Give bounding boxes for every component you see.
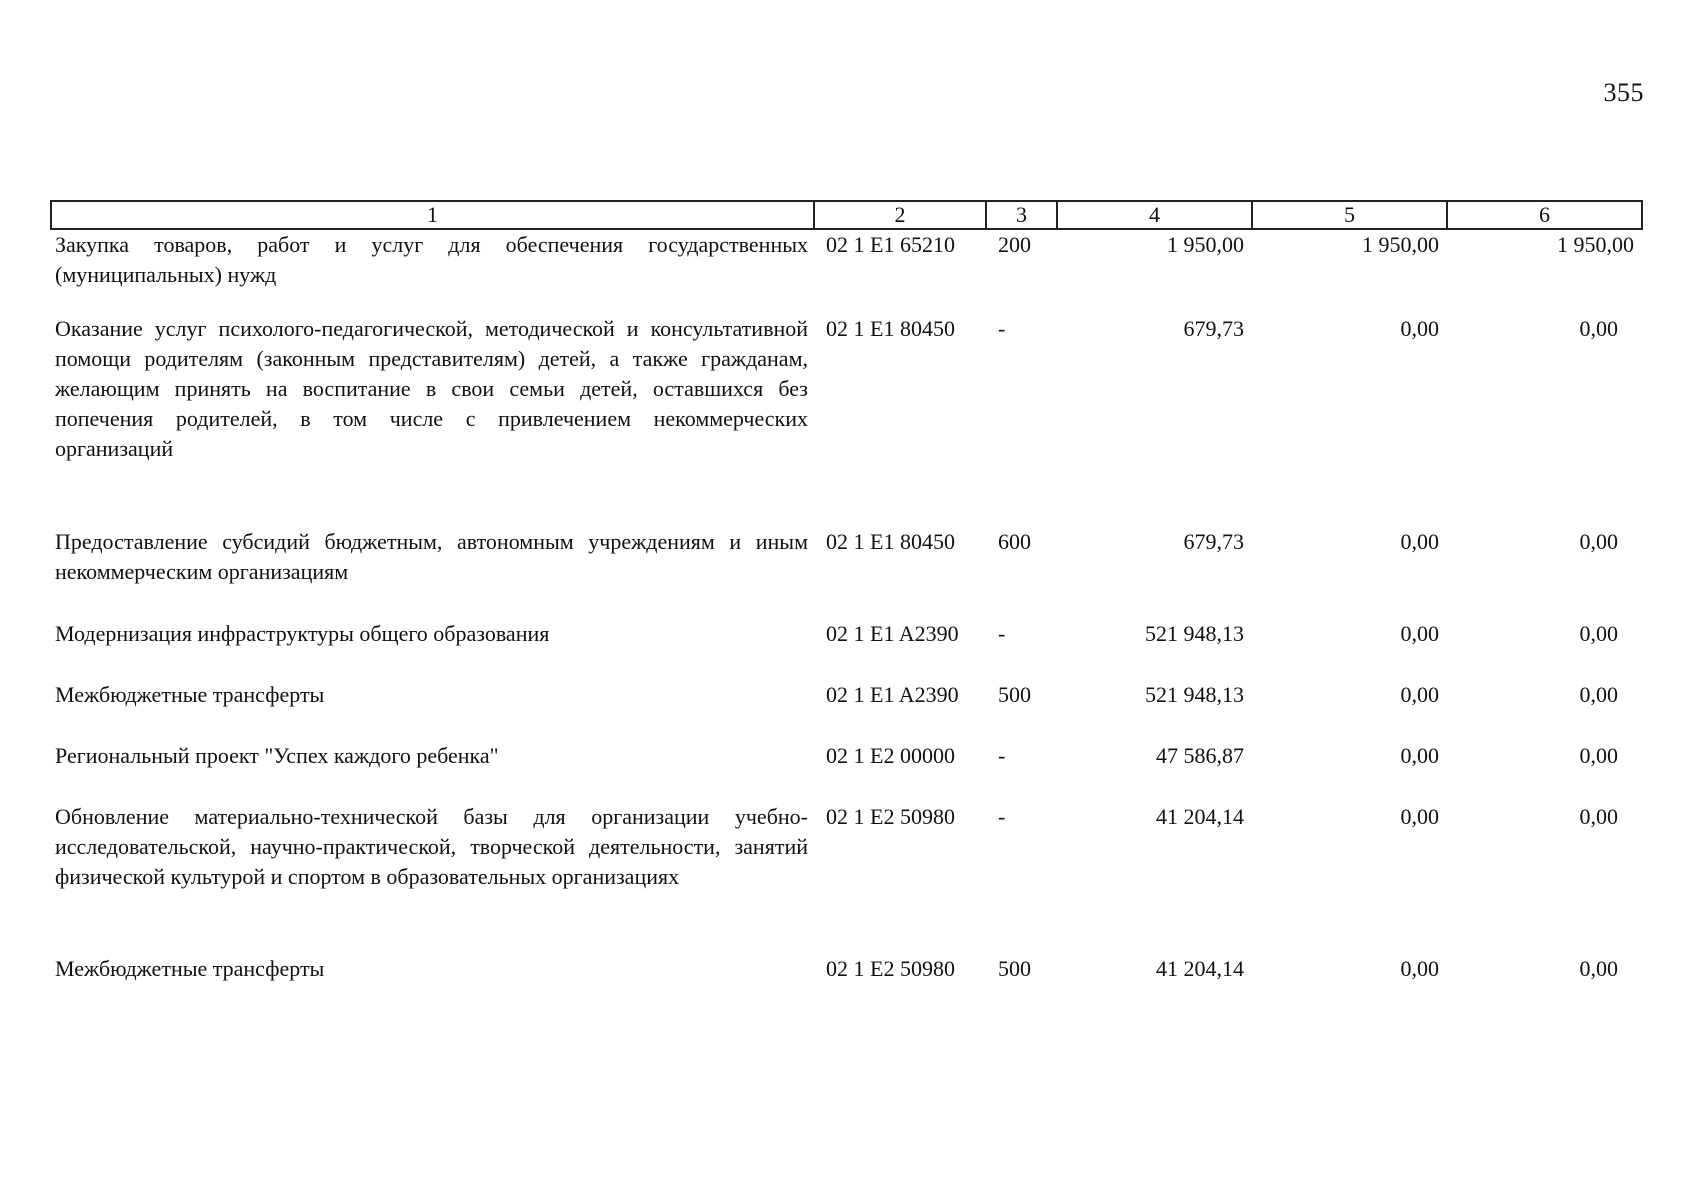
row-name: Предоставление субсидий бюджетным, автономным учреждениям и иным некоммерческим организациям xyxy=(55,529,808,584)
row-value-4: 679,73 xyxy=(1183,316,1244,341)
table-row xyxy=(51,229,1642,314)
row-value-4: 679,73 xyxy=(1183,529,1244,554)
row-value-4: 41 204,14 xyxy=(1156,956,1244,981)
header-col-5: 5 xyxy=(1252,201,1447,229)
row-value-5: 0,00 xyxy=(1400,956,1439,981)
row-value-4: 47 586,87 xyxy=(1156,743,1244,768)
table-row xyxy=(51,619,1642,680)
row-value-5: 0,00 xyxy=(1400,621,1439,646)
row-code: 02 1 E1 A2390 xyxy=(826,682,959,707)
row-name: Межбюджетные трансферты xyxy=(55,682,325,707)
row-value-6: 0,00 xyxy=(1579,956,1618,981)
row-value-4: 521 948,13 xyxy=(1145,682,1244,707)
header-col-3: 3 xyxy=(986,201,1057,229)
table-row xyxy=(51,741,1642,802)
row-value-5: 0,00 xyxy=(1400,316,1439,341)
row-value-5: 0,00 xyxy=(1400,529,1439,554)
header-col-2: 2 xyxy=(814,201,986,229)
header-col-6: 6 xyxy=(1447,201,1642,229)
row-value-6: 0,00 xyxy=(1579,682,1618,707)
row-expense-type: - xyxy=(998,621,1006,646)
row-name: Закупка товаров, работ и услуг для обеспечения государственных (муниципальных) нужд xyxy=(55,232,808,287)
row-value-6: 0,00 xyxy=(1579,621,1618,646)
row-value-5: 1 950,00 xyxy=(1362,232,1439,257)
table-row xyxy=(51,314,1642,527)
row-name: Оказание услуг психолого-педагогической, методической и консультативной помощи родителям (законным представителям) детей, а также гражданам, желающим принять на воспитание в свои семьи детей, оставшихся без попечения родителей, в том числе с привлечением некоммерческих организаций xyxy=(55,316,808,461)
row-code: 02 1 E1 65210 xyxy=(826,232,955,257)
header-col-4: 4 xyxy=(1057,201,1252,229)
row-value-6: 0,00 xyxy=(1579,743,1618,768)
row-value-4: 521 948,13 xyxy=(1145,621,1244,646)
row-expense-type: 600 xyxy=(998,529,1031,554)
row-code: 02 1 E2 50980 xyxy=(826,804,955,829)
row-name: Межбюджетные трансферты xyxy=(55,956,325,981)
row-value-5: 0,00 xyxy=(1400,743,1439,768)
row-name: Региональный проект "Успех каждого ребенка" xyxy=(55,743,499,768)
row-code: 02 1 E2 50980 xyxy=(826,956,955,981)
row-code: 02 1 E1 80450 xyxy=(826,529,955,554)
row-name: Модернизация инфраструктуры общего образования xyxy=(55,621,550,646)
table-row xyxy=(51,802,1642,954)
row-code: 02 1 E2 00000 xyxy=(826,743,955,768)
header-row xyxy=(51,201,1642,229)
row-value-6: 0,00 xyxy=(1579,804,1618,829)
row-expense-type: 500 xyxy=(998,682,1031,707)
row-value-6: 0,00 xyxy=(1579,316,1618,341)
row-expense-type: - xyxy=(998,316,1006,341)
row-value-6: 1 950,00 xyxy=(1557,232,1634,257)
row-value-4: 41 204,14 xyxy=(1156,804,1244,829)
row-name: Обновление материально-технической базы для организации учебно-исследовательской, научно-практической, творческой деятельности, занятий физической культурой и спортом в образовательных организациях xyxy=(55,804,808,889)
header-col-1: 1 xyxy=(51,201,814,229)
table-row xyxy=(51,954,1642,994)
row-value-5: 0,00 xyxy=(1400,804,1439,829)
row-expense-type: 500 xyxy=(998,956,1031,981)
row-code: 02 1 E1 80450 xyxy=(826,316,955,341)
row-code: 02 1 E1 A2390 xyxy=(826,621,959,646)
row-value-4: 1 950,00 xyxy=(1167,232,1244,257)
row-value-5: 0,00 xyxy=(1400,682,1439,707)
table-row xyxy=(51,527,1642,619)
page-number: 355 xyxy=(1603,78,1644,107)
row-expense-type: - xyxy=(998,804,1006,829)
row-value-6: 0,00 xyxy=(1579,529,1618,554)
row-expense-type: - xyxy=(998,743,1006,768)
row-expense-type: 200 xyxy=(998,232,1031,257)
table-row xyxy=(51,680,1642,741)
budget-table xyxy=(50,200,1643,994)
